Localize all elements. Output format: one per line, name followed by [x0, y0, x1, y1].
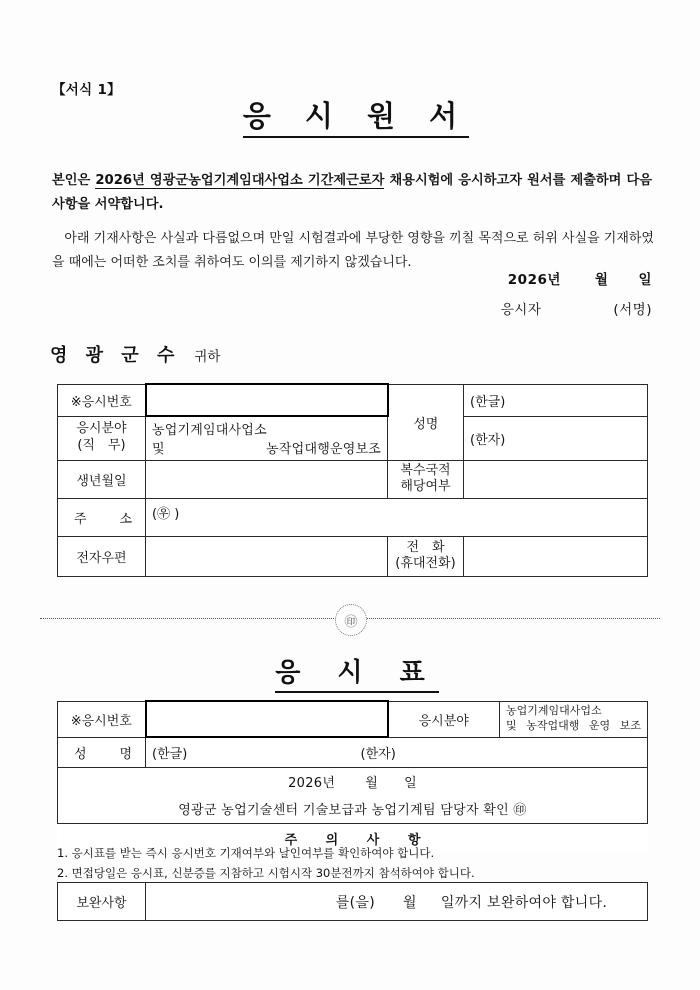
- ticket-day: 일: [404, 775, 417, 791]
- exam-number-input[interactable]: [146, 384, 388, 416]
- phone-label: [388, 536, 464, 576]
- supplement-particle: 를(을): [335, 894, 375, 911]
- table-row: [58, 536, 648, 576]
- email-label: 전자우편: [58, 536, 146, 576]
- ticket-name-label: 성 명: [58, 737, 146, 767]
- signature-note: (서명): [613, 302, 652, 318]
- ticket-name-hanja-label: (한자): [360, 746, 396, 762]
- addressee-office: 영 광 군 수: [50, 345, 181, 366]
- exam-field-value: [146, 416, 388, 460]
- page-title-text: 응 시 원 서: [243, 99, 469, 138]
- phone-label-line1: 전 화: [406, 539, 445, 555]
- table-row: [58, 795, 648, 823]
- name-label: 성명: [388, 384, 464, 460]
- phone-input[interactable]: [464, 536, 648, 576]
- signature-day: 일: [638, 272, 652, 288]
- supplement-month: 월: [403, 894, 417, 911]
- exam-number-label: ※응시번호: [58, 384, 146, 416]
- list-item: 1. 응시표를 받는 즉시 응시번호 기재여부와 날인여부를 확인하여야 합니다.: [57, 846, 435, 860]
- table-row: [58, 737, 648, 767]
- notice-list: [57, 843, 647, 883]
- table-row: [58, 460, 648, 498]
- list-item: 2. 면접당일은 응시표, 신분증를 지참하고 시험시작 30분전까지 참석하여야 합니다.: [57, 866, 475, 881]
- name-hanja-label: (한자): [470, 432, 506, 448]
- ticket-field-value-line1: 농업기계임대사업소: [506, 704, 602, 718]
- applicant-signature-line: [501, 298, 652, 318]
- intro-tail: 채용시험에 응시하고자 원서를 제출하며 다음 사항을 서약합니다.: [52, 173, 652, 212]
- addressee-line: [50, 341, 220, 367]
- table-row: [58, 384, 648, 416]
- table-row: [58, 498, 648, 536]
- ticket-name-hangul-label: (한글): [152, 746, 188, 762]
- dual-nationality-label-line1: 복수국적: [400, 462, 451, 478]
- intro-underlined-subject: 2026년 영광군농업기계임대사업소 기간제근로자: [95, 173, 385, 189]
- seal-icon: ㊞: [335, 604, 367, 636]
- intro-lead: 본인은: [52, 173, 96, 189]
- exam-field-value-line2: 및 농작업대행운영보조: [152, 442, 381, 458]
- table-row: [58, 701, 648, 737]
- application-table: [57, 383, 648, 577]
- dual-nationality-label: [388, 460, 464, 498]
- supplement-table: [57, 882, 648, 921]
- phone-label-line2: (휴대전화): [395, 556, 456, 572]
- dual-nationality-label-line2: 해당여부: [400, 479, 451, 495]
- declaration-text: 아래 기재사항은 사실과 다름없으며 만일 시험결과에 부당한 영향을 끼칠 목적으로 허위 사실을 기재하였을 때에는 어떠한 조치를 취하여도 이의를 제기하지 않겠습니다.: [52, 231, 654, 270]
- name-hangul-label: (한글): [470, 394, 506, 410]
- exam-field-label: [58, 416, 146, 460]
- address-label: 주 소: [58, 498, 146, 536]
- name-hanja-field[interactable]: [464, 416, 648, 460]
- ticket-field-value: [500, 701, 648, 737]
- supplement-deadline-text: 일까지 보완하여야 합니다.: [440, 894, 608, 911]
- ticket-name-fields[interactable]: [146, 737, 648, 767]
- table-row: [58, 883, 648, 921]
- ticket-issue-date: [58, 767, 648, 795]
- exam-field-label-line2: (직 무): [77, 438, 126, 453]
- birth-date-input[interactable]: [146, 460, 388, 498]
- exam-ticket-table: [57, 700, 648, 853]
- table-row: [58, 416, 648, 460]
- birth-date-label: 생년월일: [58, 460, 146, 498]
- dual-nationality-input[interactable]: [464, 460, 648, 498]
- ticket-issuer: 영광군 농업기술센터 기술보급과 농업기계팀 담당자 확인 ㊞: [58, 795, 648, 823]
- ticket-title: [0, 652, 700, 689]
- ticket-year: 2026년: [288, 775, 336, 791]
- page-title: [0, 94, 700, 135]
- table-row: [58, 767, 648, 795]
- exam-field-label-line1: 응시분야: [76, 421, 127, 437]
- ticket-month: 월: [365, 775, 379, 791]
- form-code-label: 【서식 1】: [52, 82, 121, 98]
- address-input[interactable]: (㉾ ): [146, 498, 648, 536]
- notice-heading: 주 의 사 항: [284, 832, 433, 848]
- addressee-honorific: 귀하: [194, 349, 221, 365]
- ticket-field-value-line2: 및 농작업대행 운영 보조: [506, 719, 641, 732]
- supplement-label: 보완사항: [58, 883, 146, 921]
- signature-date-line: [508, 268, 652, 288]
- signature-year: 2026년: [507, 272, 561, 288]
- email-input[interactable]: [146, 536, 388, 576]
- supplement-input[interactable]: [146, 883, 648, 921]
- exam-field-value-line1: 농업기계임대사업소: [152, 423, 267, 439]
- applicant-label: 응시자: [500, 302, 542, 318]
- ticket-field-label: 응시분야: [388, 701, 500, 737]
- intro-paragraph: [52, 169, 652, 216]
- signature-month: 월: [594, 272, 609, 288]
- name-hangul-field[interactable]: [464, 384, 648, 416]
- ticket-title-text: 응 시 표: [275, 658, 438, 693]
- ticket-exam-number-input[interactable]: [146, 701, 388, 737]
- ticket-exam-number-label: ※응시번호: [58, 701, 146, 737]
